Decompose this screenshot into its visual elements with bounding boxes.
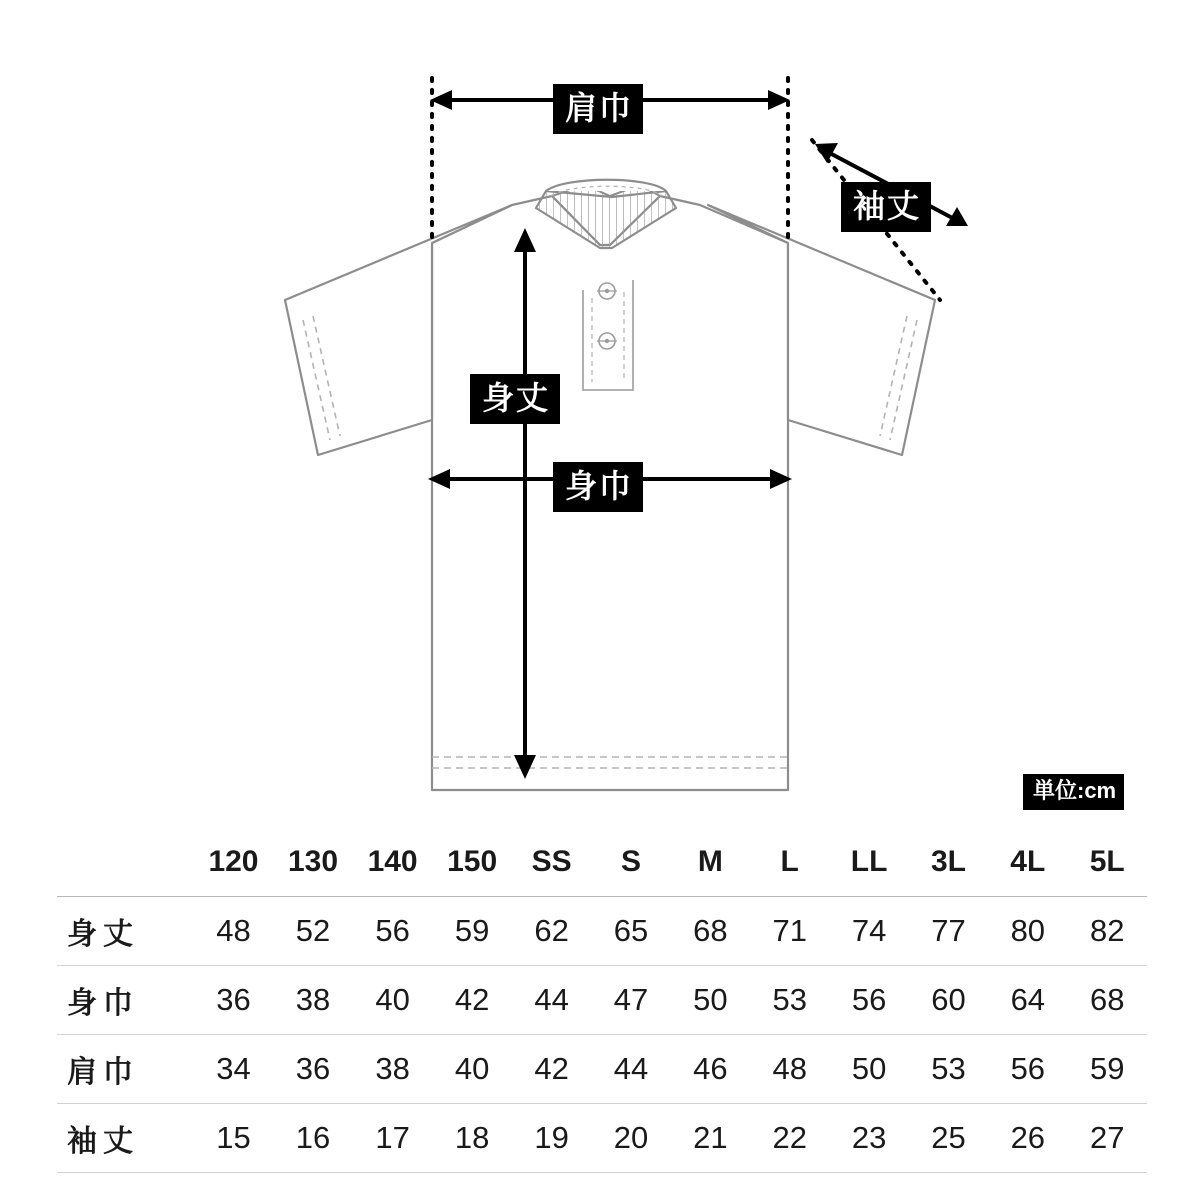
table-cell: 34 [194,1035,274,1104]
table-cell: 25 [909,1104,988,1173]
table-cell: 53 [909,1035,988,1104]
table-cell: 47 [591,966,670,1035]
table-cell: 62 [512,897,591,966]
table-cell: 48 [750,1035,829,1104]
table-row [57,1104,1147,1173]
table-cell: 42 [512,1035,591,1104]
size-table [57,828,1147,1173]
shoulder-width-label: 肩巾 [553,84,643,134]
table-cell: 77 [909,897,988,966]
table-cell: 16 [273,1104,353,1173]
table-cell: 80 [988,897,1067,966]
table-cell: 74 [829,897,908,966]
table-cell: 42 [432,966,512,1035]
table-cell: 36 [273,1035,353,1104]
column-header: 4L [988,828,1067,897]
table-cell: 48 [194,897,274,966]
table-row [57,1035,1147,1104]
row-header: 身巾 [57,966,194,1035]
table-cell: 71 [750,897,829,966]
table-row [57,966,1147,1035]
sleeve-length-label: 袖丈 [841,182,931,232]
column-header: L [750,828,829,897]
table-cell: 82 [1067,897,1147,966]
table-cell: 15 [194,1104,274,1173]
table-cell: 40 [353,966,433,1035]
table-cell: 38 [353,1035,433,1104]
table-cell: 44 [512,966,591,1035]
table-cell: 53 [750,966,829,1035]
column-header: 3L [909,828,988,897]
table-header-row [57,828,1147,897]
row-header: 肩巾 [57,1035,194,1104]
unit-label: 単位:cm [1023,774,1124,810]
table-cell: 22 [750,1104,829,1173]
table-cell: 18 [432,1104,512,1173]
table-cell: 52 [273,897,353,966]
table-cell: 60 [909,966,988,1035]
table-cell: 56 [988,1035,1067,1104]
table-cell: 65 [591,897,670,966]
table-cell: 56 [829,966,908,1035]
table-row [57,897,1147,966]
table-cell: 59 [432,897,512,966]
table-cell: 36 [194,966,274,1035]
table-cell: 46 [671,1035,750,1104]
column-header: 5L [1067,828,1147,897]
table-cell: 27 [1067,1104,1147,1173]
table-cell: 21 [671,1104,750,1173]
table-cell: 38 [273,966,353,1035]
column-header: LL [829,828,908,897]
table-cell: 50 [671,966,750,1035]
table-cell: 26 [988,1104,1067,1173]
table-cell: 50 [829,1035,908,1104]
table-cell: 68 [1067,966,1147,1035]
table-cell: 44 [591,1035,670,1104]
column-header: 120 [194,828,274,897]
table-cell: 23 [829,1104,908,1173]
table-cell: 56 [353,897,433,966]
table-corner-cell [57,828,194,897]
column-header: S [591,828,670,897]
row-header: 袖丈 [57,1104,194,1173]
table-cell: 64 [988,966,1067,1035]
table-cell: 19 [512,1104,591,1173]
table-cell: 40 [432,1035,512,1104]
table-cell: 59 [1067,1035,1147,1104]
row-header: 身丈 [57,897,194,966]
body-width-label: 身巾 [553,462,643,512]
column-header: 130 [273,828,353,897]
column-header: 150 [432,828,512,897]
table-cell: 68 [671,897,750,966]
table-cell: 20 [591,1104,670,1173]
column-header: 140 [353,828,433,897]
body-length-label: 身丈 [470,374,560,424]
column-header: M [671,828,750,897]
table-cell: 17 [353,1104,433,1173]
column-header: SS [512,828,591,897]
